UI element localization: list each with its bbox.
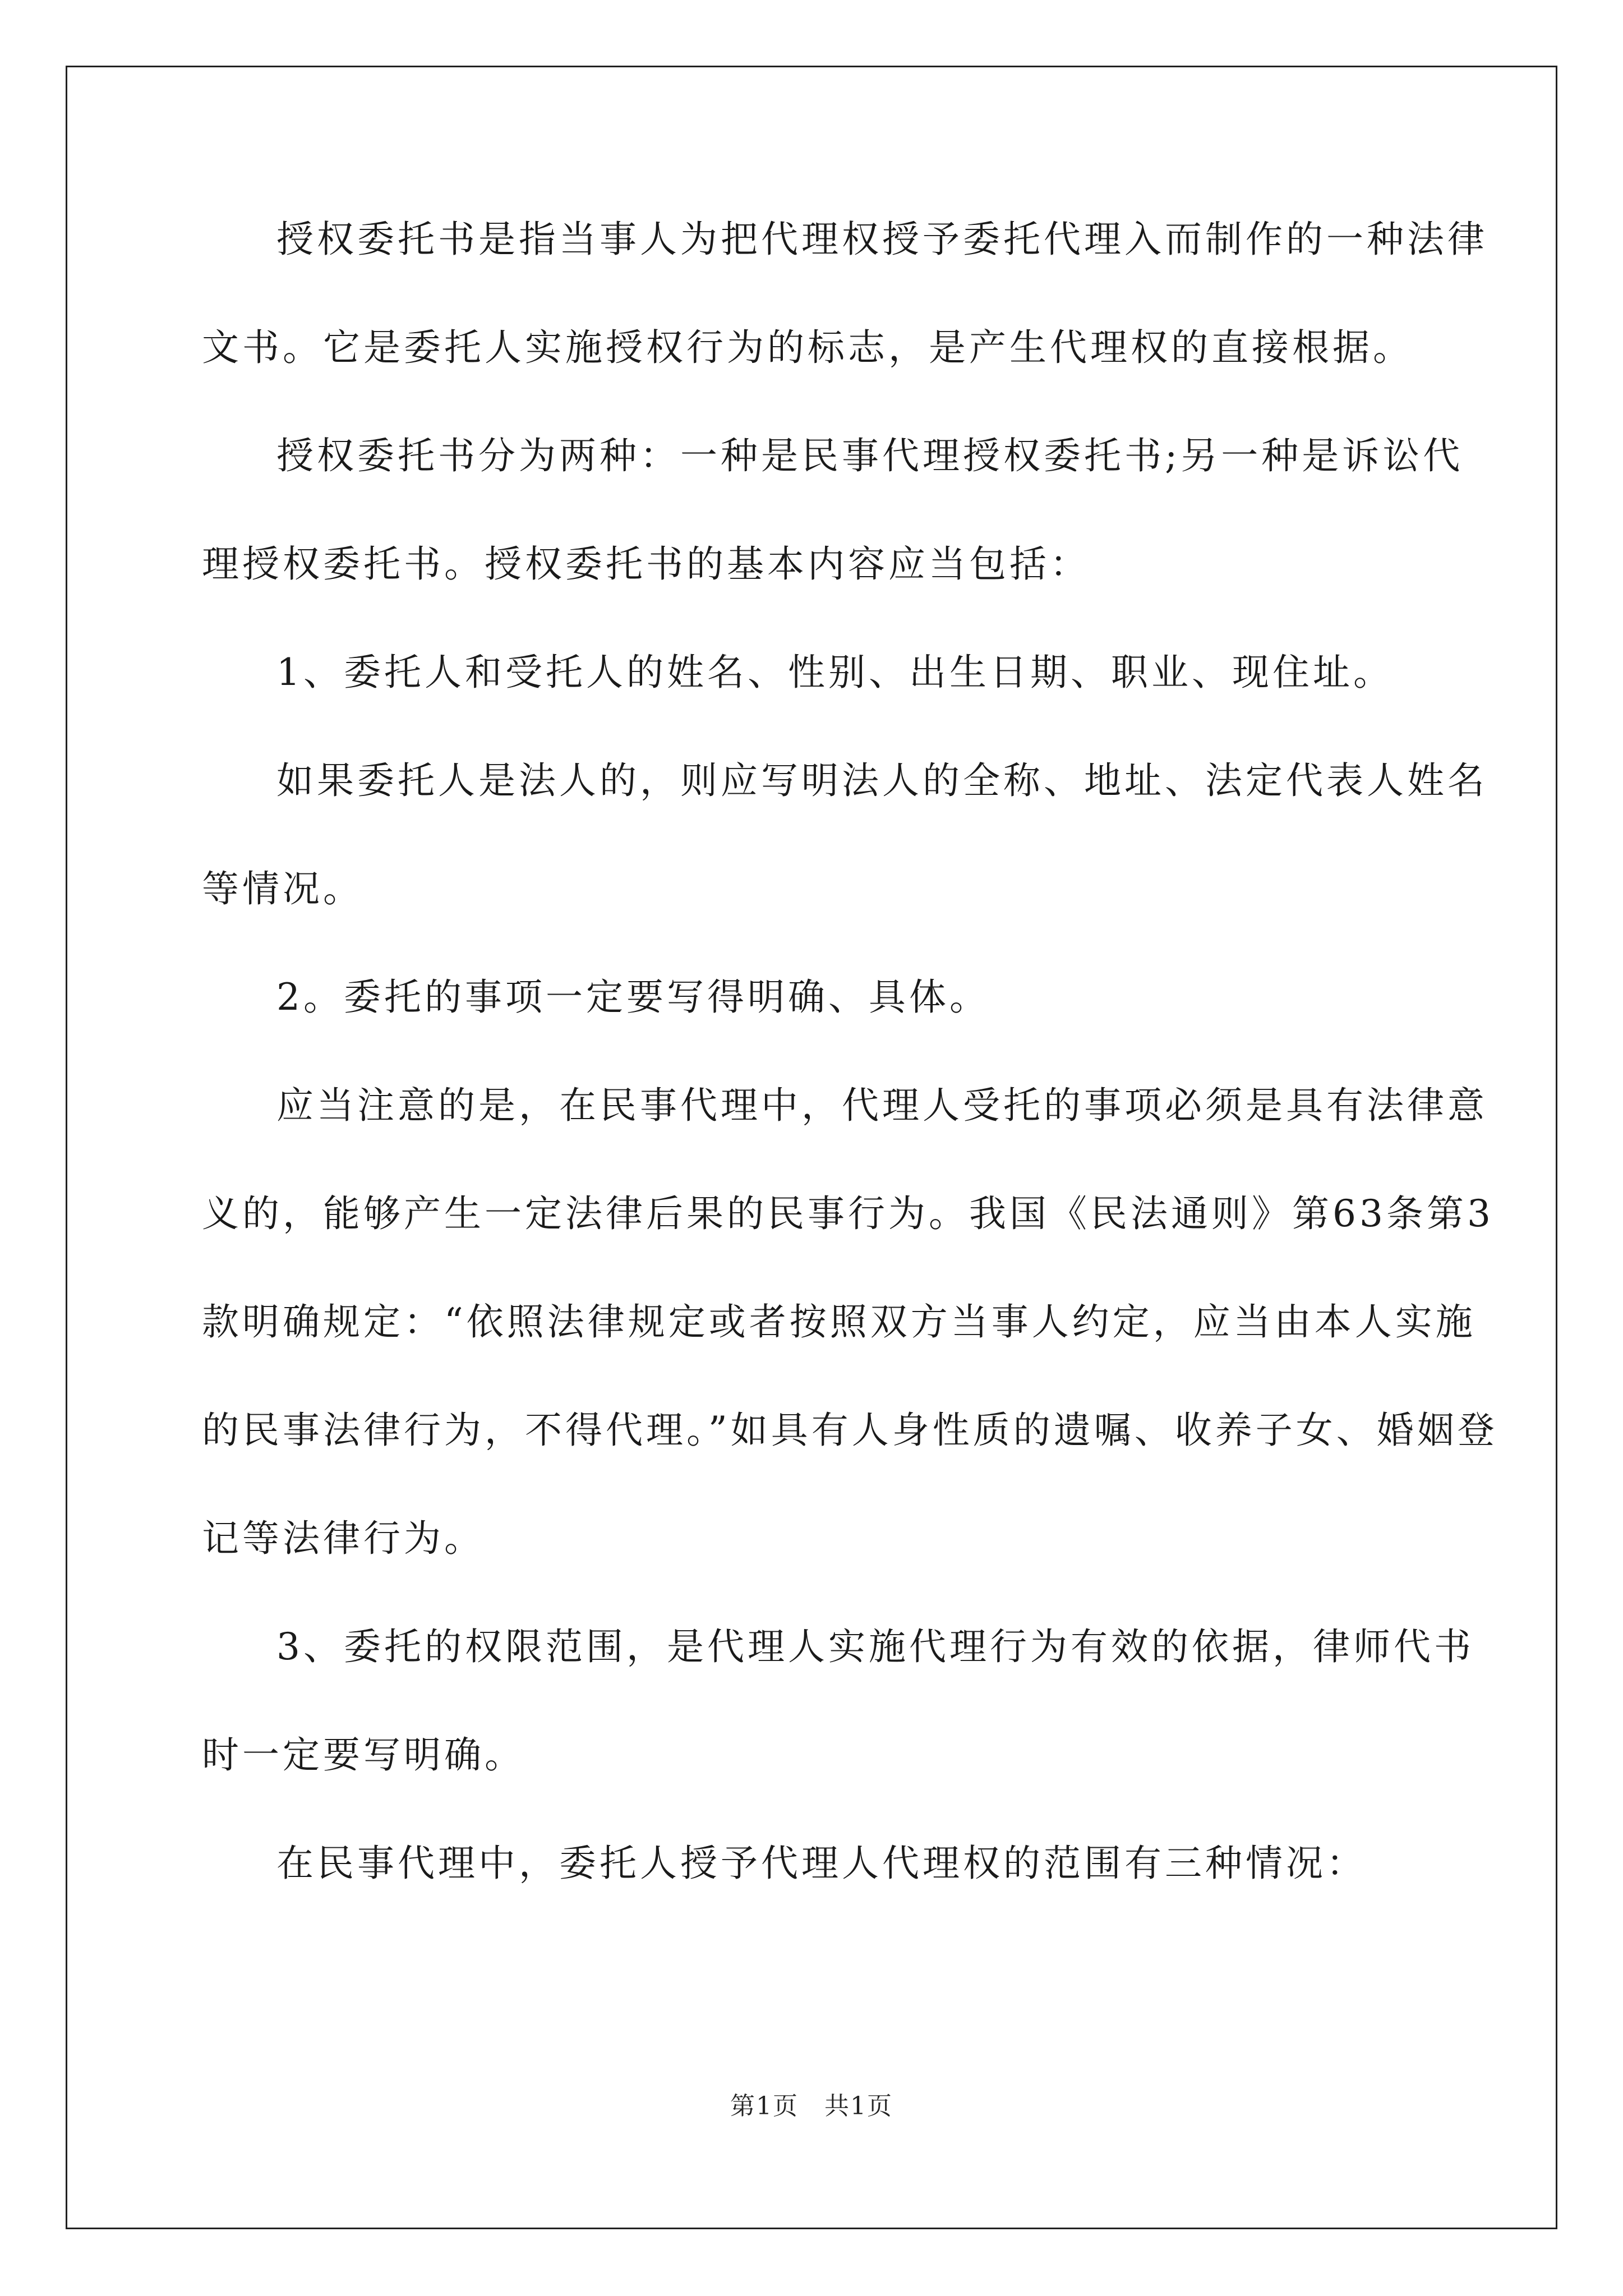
paragraph: 应当注意的是，在民事代理中，代理人受托的事项必须是具有法律意义的，能够产生一定法律后果的民事行为。我国《民法通则》第63条第3款明确规定：“依照法律规定或者按照双方当事人约定，应当由本人实施的民事法律行为，不得代理。”如具有人身性质的遗嘱、收养子女、婚姻登记等法律行为。: [202, 1084, 1498, 1560]
paragraph: 授权委托书分为两种：一种是民事代理授权委托书;另一种是诉讼代理授权委托书。授权委托书的基本内容应当包括：: [202, 434, 1464, 586]
paragraph: 3、委托的权限范围，是代理人实施代理行为有效的依据，律师代书时一定要写明确。: [202, 1625, 1474, 1777]
paragraph: 1、委托人和受托人的姓名、性别、出生日期、职业、现住址。: [276, 651, 1394, 694]
paragraph: 授权委托书是指当事人为把代理权授予委托代理入而制作的一种法律文书。它是委托人实施授权行为的标志，是产生代理权的直接根据。: [202, 218, 1488, 369]
page-number-footer: 第1页 共1页: [730, 2092, 893, 2120]
paragraph: 如果委托人是法人的，则应写明法人的全称、地址、法定代表人姓名等情况。: [202, 759, 1488, 910]
paragraph: 在民事代理中，委托人授予代理人代理权的范围有三种情况：: [276, 1842, 1367, 1885]
document-body: [202, 185, 1503, 1917]
paragraph: 2。委托的事项一定要写得明确、具体。: [276, 976, 990, 1019]
